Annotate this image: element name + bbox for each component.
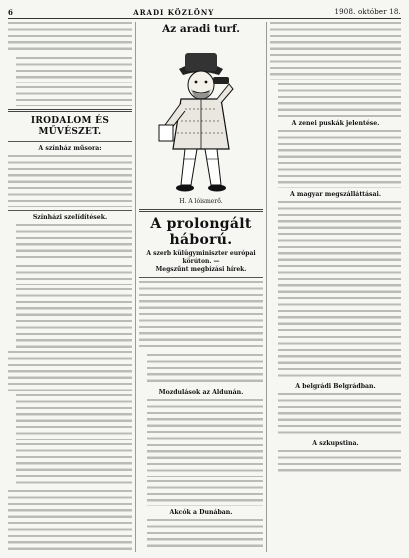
article-text-block <box>270 336 401 380</box>
lead-headline: A prolongált háború. <box>150 216 252 249</box>
poem-block <box>8 224 132 262</box>
article-subhead: Akcók a Dunában. <box>169 508 233 516</box>
article-subhead: A belgrádi Belgrádban. <box>295 383 376 390</box>
column-divider <box>135 22 136 552</box>
article-text-block <box>139 399 263 477</box>
article-subhead: A magyar megszálláttásai. <box>289 191 382 198</box>
article-text-block <box>8 443 132 487</box>
article-text-block <box>139 281 263 351</box>
article-text-block <box>8 22 132 54</box>
article-text-block <box>139 354 263 386</box>
column-middle <box>139 22 263 552</box>
cartoon-caption: H. A lóismerő. <box>179 198 223 205</box>
article-text-block <box>8 288 132 348</box>
section-rule <box>8 109 132 112</box>
column-right <box>270 22 401 552</box>
theatre-programme-block <box>8 155 132 207</box>
article-text-block <box>8 57 132 83</box>
subsection-title: A színház műsora: <box>38 145 102 152</box>
publication-name: ARADI KÖZLÖNY <box>133 7 215 17</box>
article-text-block <box>270 22 401 80</box>
section-rule <box>8 141 132 142</box>
article-text-block <box>270 201 401 333</box>
headline-deck: Megszűnt megbízási hírek. <box>155 266 247 274</box>
cartoon-illustration <box>141 39 261 197</box>
article-subhead: A zenei puskák jelentése. <box>291 120 380 127</box>
article-text-block <box>270 130 401 188</box>
article-subhead: Mozdulások az Aldunán. <box>158 388 244 396</box>
subsection-title: Színházi szelídítések. <box>32 214 108 221</box>
article-text-block <box>8 351 132 391</box>
page-header <box>8 6 401 19</box>
section-title: IRODALOM ÉS MŰVÉSZET. <box>30 116 110 137</box>
article-text-block <box>8 490 132 550</box>
article-text-block <box>270 450 401 474</box>
issue-date: 1908. október 18. <box>334 8 401 16</box>
poem-block <box>8 265 132 285</box>
headline-deck: A szerb külügyminiszter európai körúton. — <box>146 250 256 265</box>
section-rule <box>139 277 263 278</box>
article-text-block <box>270 393 401 437</box>
article-text-block <box>8 394 132 440</box>
cartoon-headline: Az aradi turf. <box>162 23 240 35</box>
section-rule <box>139 209 263 212</box>
page-number: 6 <box>8 7 14 17</box>
article-text-block <box>8 86 132 106</box>
article-text-block <box>270 83 401 117</box>
article-subhead: A szkupstina. <box>312 440 359 447</box>
section-rule <box>8 210 132 211</box>
article-text-block <box>139 480 263 506</box>
article-text-block <box>139 519 263 549</box>
column-left <box>8 22 132 552</box>
column-divider <box>266 22 267 552</box>
